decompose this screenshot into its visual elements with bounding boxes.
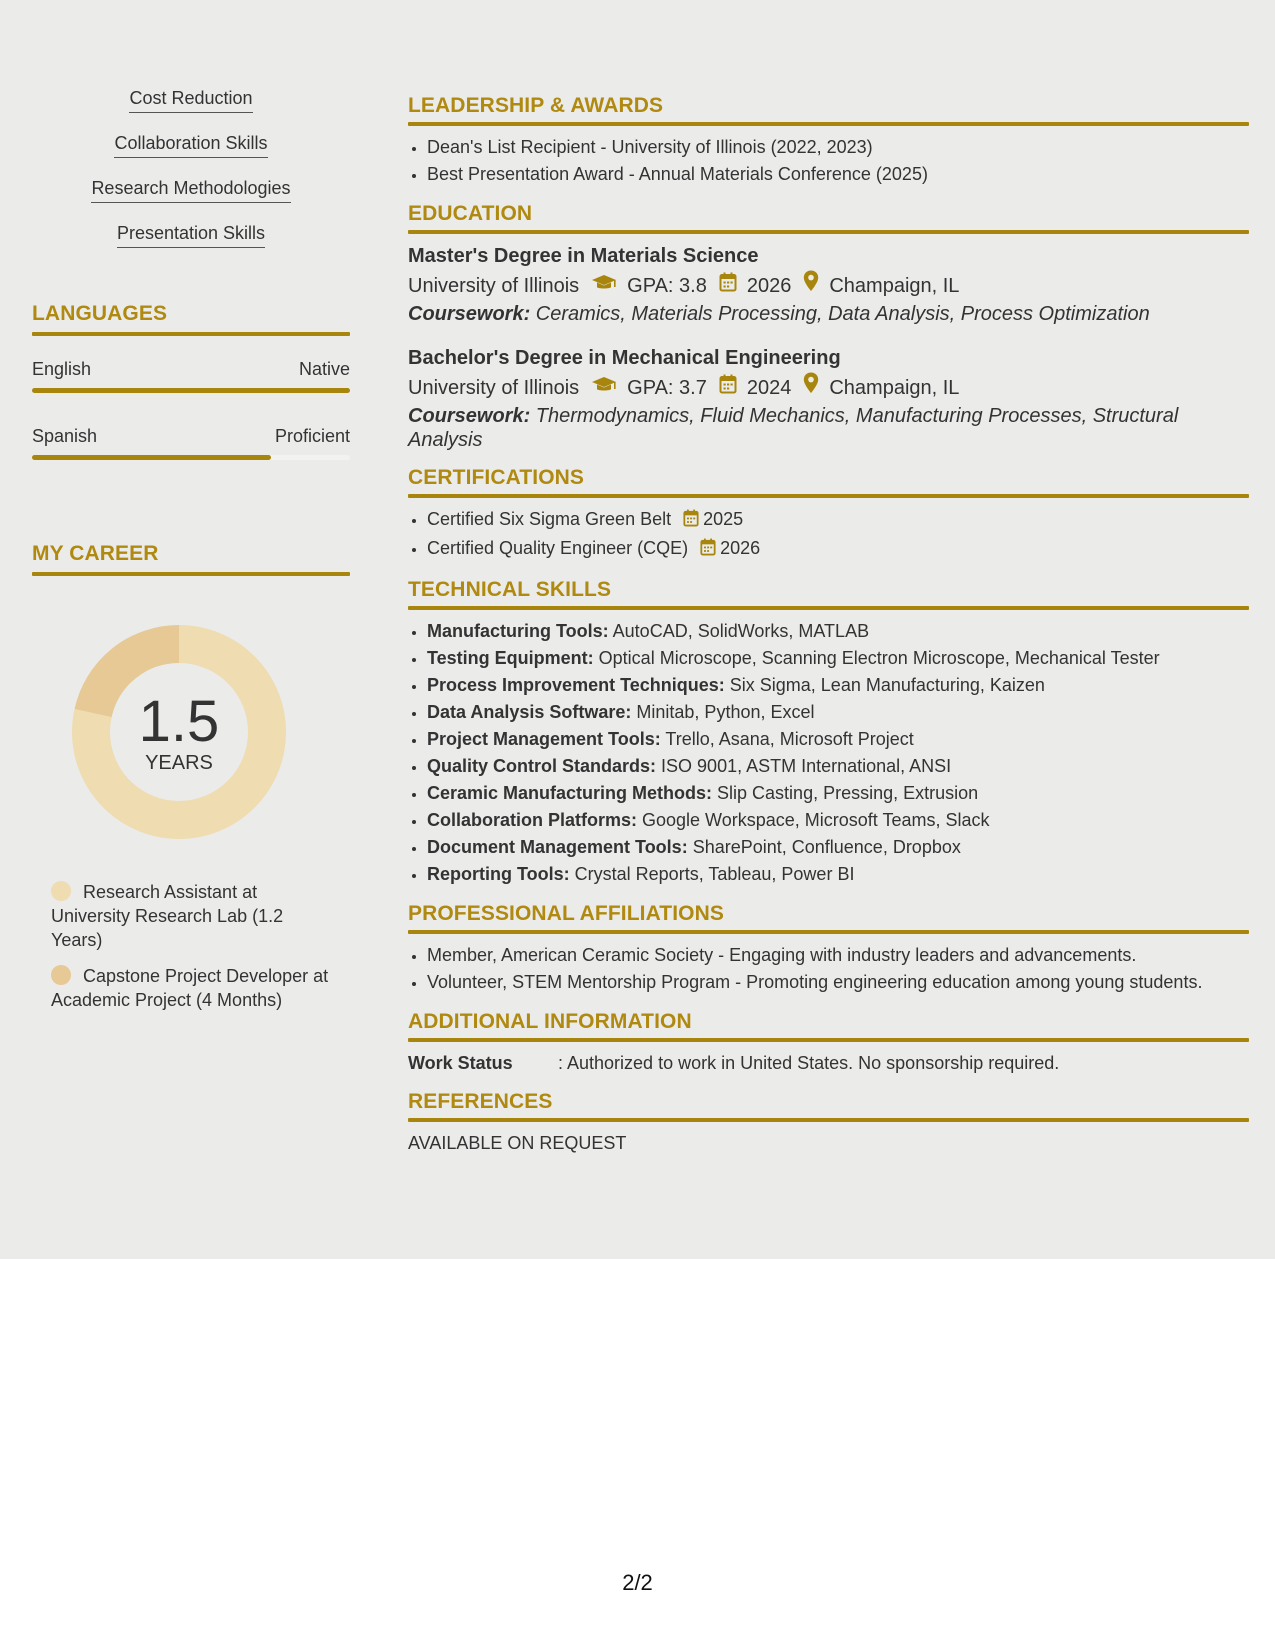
certification-list — [408, 506, 1249, 564]
work-status-label: Work Status — [408, 1053, 513, 1073]
skill-category: Data Analysis Software: — [427, 702, 632, 722]
skill-values: Six Sigma, Lean Manufacturing, Kaizen — [724, 675, 1045, 695]
coursework-label: Coursework: — [408, 303, 531, 325]
language-level: Proficient — [274, 426, 350, 446]
skill-values: SharePoint, Confluence, Dropbox — [687, 837, 961, 857]
references-text: AVAILABLE ON REQUEST — [408, 1133, 627, 1153]
affiliations-section — [408, 902, 1249, 996]
degree-title: Bachelor's Degree in Mechanical Engineering — [408, 347, 841, 369]
list-item — [427, 645, 1249, 672]
certification-year: 2025 — [703, 509, 744, 529]
skill-values: Slip Casting, Pressing, Extrusion — [712, 783, 979, 803]
skill-chip: Presentation Skills — [117, 221, 265, 248]
list-item — [427, 780, 1249, 807]
education-entry — [408, 242, 1249, 326]
additional-info-section — [408, 1010, 1249, 1076]
certifications-section — [408, 466, 1249, 564]
education-meta — [408, 270, 1249, 302]
list-item — [427, 807, 1249, 834]
language-name: English — [32, 359, 92, 379]
skill-chip: Collaboration Skills — [114, 131, 267, 158]
right-column — [408, 94, 1249, 1170]
section-title: EDUCATION — [408, 202, 533, 225]
section-title: PROFESSIONAL AFFILIATIONS — [408, 902, 724, 925]
degree-title: Master's Degree in Materials Science — [408, 245, 759, 267]
section-divider — [32, 332, 350, 336]
calendar-icon — [719, 372, 737, 404]
language-level: Native — [298, 359, 350, 379]
map-pin-icon — [803, 270, 819, 302]
section-divider — [408, 606, 1249, 610]
section-divider — [408, 930, 1249, 934]
soft-skills-list — [32, 86, 350, 266]
page-number: 2/2 — [622, 1570, 653, 1595]
references-section — [408, 1090, 1249, 1156]
list-item — [427, 506, 1249, 535]
list-item — [427, 726, 1249, 753]
section-divider — [408, 122, 1249, 126]
skill-values: ISO 9001, ASTM International, ANSI — [656, 756, 952, 776]
graduation-cap-icon — [591, 270, 617, 302]
list-item — [427, 699, 1249, 726]
career-total-unit: YEARS — [145, 752, 213, 774]
coursework-label: Coursework: — [408, 405, 531, 427]
list-item — [427, 618, 1249, 645]
coursework-list: Thermodynamics, Fluid Mechanics, Manufacturing Processes, Structural Analysis — [408, 405, 1179, 451]
section-divider — [408, 494, 1249, 498]
education-entry — [408, 344, 1249, 452]
gpa-value: GPA: 3.8 — [627, 275, 707, 297]
language-bar — [32, 388, 350, 393]
skill-category: Collaboration Platforms: — [427, 810, 638, 830]
technical-skill-list — [408, 618, 1249, 888]
language-bar-fill — [32, 455, 271, 460]
coursework-list: Ceramics, Materials Processing, Data Analysis, Process Optimization — [530, 303, 1150, 325]
technical-skills-section — [408, 578, 1249, 888]
section-divider — [408, 1038, 1249, 1042]
skill-chip: Cost Reduction — [129, 86, 252, 113]
graduation-year: 2024 — [746, 377, 792, 399]
career-legend — [51, 880, 331, 1024]
certification-name: Certified Six Sigma Green Belt — [427, 509, 672, 529]
certification-name: Certified Quality Engineer (CQE) — [427, 538, 689, 558]
section-divider — [408, 230, 1249, 234]
list-item: • Volunteer, STEM Mentorship Program - Promoting engineering education among young students. — [427, 969, 1249, 996]
legend-item — [51, 964, 331, 1012]
list-item — [427, 753, 1249, 780]
calendar-icon — [700, 537, 716, 564]
skill-category: Reporting Tools: — [427, 864, 570, 884]
calendar-icon — [719, 270, 737, 302]
skill-values: AutoCAD, SolidWorks, MATLAB — [608, 621, 870, 641]
language-row — [32, 425, 350, 447]
list-item — [427, 535, 1249, 564]
legend-label: Capstone Project Developer at Academic Project (4 Months) — [51, 966, 329, 1010]
skill-category: Ceramic Manufacturing Methods: — [427, 783, 713, 803]
skill-values: Crystal Reports, Tableau, Power BI — [569, 864, 855, 884]
skill-category: Project Management Tools: — [427, 729, 661, 749]
leadership-section — [408, 94, 1249, 188]
languages-section — [32, 302, 350, 460]
legend-swatch — [51, 881, 71, 901]
graduation-year: 2026 — [746, 275, 792, 297]
calendar-icon — [683, 508, 699, 535]
language-name: Spanish — [32, 426, 98, 446]
certification-year: 2026 — [720, 538, 761, 558]
language-row — [32, 358, 350, 380]
list-item — [427, 861, 1249, 888]
list-item: • Member, American Ceramic Society - Engaging with industry leaders and advancements. — [427, 942, 1249, 969]
skill-values: Trello, Asana, Microsoft Project — [660, 729, 914, 749]
award-list — [408, 134, 1249, 188]
legend-item — [51, 880, 331, 952]
school-name: University of Illinois — [408, 275, 580, 297]
section-title: LANGUAGES — [32, 302, 168, 325]
legend-label: Research Assistant at University Research Lab (1.2 Years) — [51, 882, 284, 950]
education-meta — [408, 372, 1249, 404]
skill-category: Quality Control Standards: — [427, 756, 657, 776]
list-item: • Best Presentation Award - Annual Materials Conference (2025) — [427, 161, 1249, 188]
language-bar-fill — [32, 388, 350, 393]
skill-category: Testing Equipment: — [427, 648, 594, 668]
coursework — [408, 404, 1249, 452]
list-item: • Dean's List Recipient - University of Illinois (2022, 2023) — [427, 134, 1249, 161]
section-title: LEADERSHIP & AWARDS — [408, 94, 664, 117]
map-pin-icon — [803, 372, 819, 404]
skill-category: Manufacturing Tools: — [427, 621, 609, 641]
coursework — [408, 302, 1249, 326]
section-title: MY CAREER — [32, 542, 159, 565]
section-title: TECHNICAL SKILLS — [408, 578, 612, 601]
list-item — [427, 834, 1249, 861]
work-status-row — [408, 1050, 1249, 1076]
language-bar — [32, 455, 350, 460]
list-item — [427, 672, 1249, 699]
work-status-value: : Authorized to work in United States. No sponsorship required. — [558, 1053, 1060, 1073]
school-name: University of Illinois — [408, 377, 580, 399]
section-divider — [32, 572, 350, 576]
section-title: REFERENCES — [408, 1090, 553, 1113]
career-total-value: 1.5 — [138, 689, 220, 754]
affiliation-list — [408, 942, 1249, 996]
skill-category: Process Improvement Techniques: — [427, 675, 725, 695]
skill-chip: Research Methodologies — [91, 176, 290, 203]
skill-values: Optical Microscope, Scanning Electron Microscope, Mechanical Tester — [593, 648, 1160, 668]
education-section — [408, 202, 1249, 452]
career-section — [32, 542, 350, 1010]
skill-values: Google Workspace, Microsoft Teams, Slack — [637, 810, 990, 830]
skill-values: Minitab, Python, Excel — [631, 702, 815, 722]
skill-category: Document Management Tools: — [427, 837, 688, 857]
section-divider — [408, 1118, 1249, 1122]
school-location: Champaign, IL — [829, 377, 960, 399]
legend-swatch — [51, 965, 71, 985]
section-title: CERTIFICATIONS — [408, 466, 585, 489]
school-location: Champaign, IL — [829, 275, 960, 297]
section-title: ADDITIONAL INFORMATION — [408, 1010, 692, 1033]
graduation-cap-icon — [591, 372, 617, 404]
gpa-value: GPA: 3.7 — [627, 377, 707, 399]
